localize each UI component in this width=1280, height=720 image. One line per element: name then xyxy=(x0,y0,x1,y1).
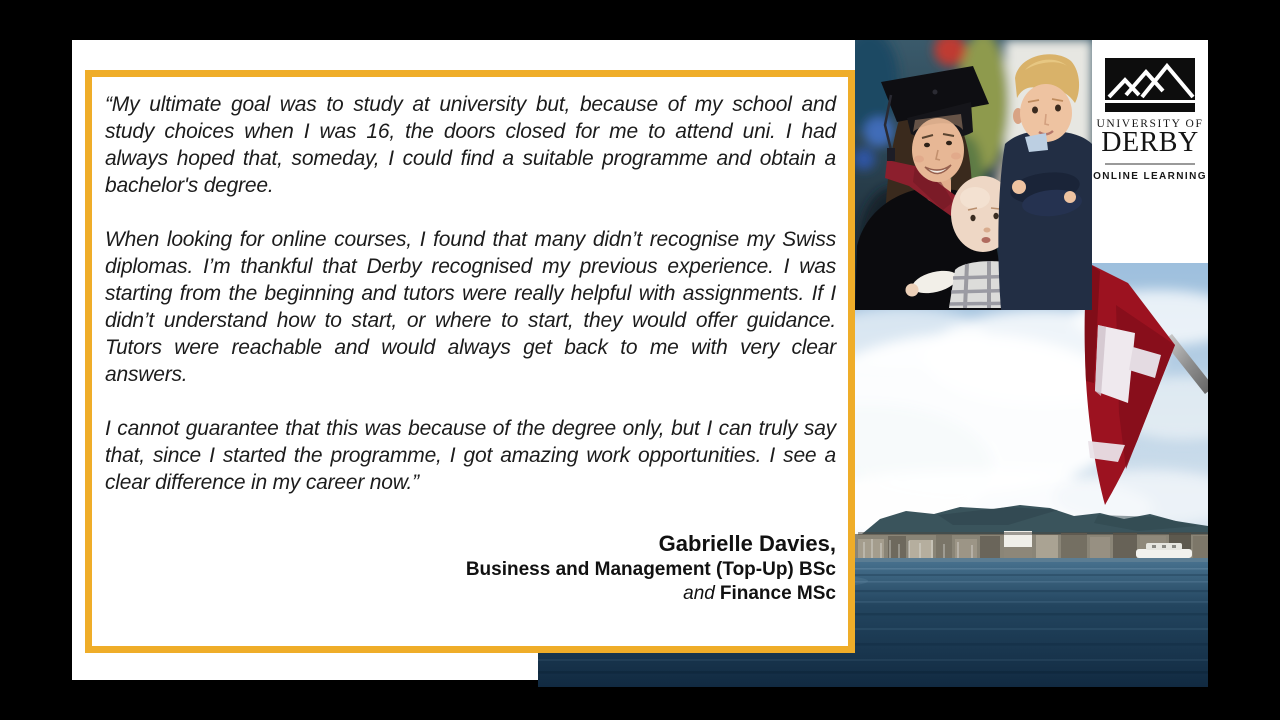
university-of-derby-logo xyxy=(1092,40,1208,263)
graduate-with-children-photo xyxy=(855,40,1092,310)
testimonial-quote-box xyxy=(85,70,855,653)
presentation-slide xyxy=(72,40,1208,680)
course-2: Finance MSc xyxy=(719,583,836,604)
attribution xyxy=(105,530,836,606)
city-shoreline xyxy=(855,531,1208,562)
quote-paragraph-1: “My ultimate goal was to study at university but, because of my school and study choices when I was 16, the doors closed for me to attend uni. I had always hoped that, someday, I could find a suitable programme and obtain a bachelor's degree. xyxy=(105,93,836,197)
student-name: Gabrielle Davies, xyxy=(658,531,836,556)
derby-mountains-icon xyxy=(1105,58,1195,112)
grad-photo-illustration xyxy=(855,40,1092,310)
logo-derby-text: DERBY xyxy=(1101,127,1199,158)
course-line-2 xyxy=(105,582,836,606)
and-word: and xyxy=(683,583,715,604)
logo-university-of-text: UNIVERSITY OF xyxy=(1096,118,1204,130)
testimonial-text xyxy=(92,77,848,606)
logo-divider xyxy=(1105,163,1195,165)
quote-paragraph-2: When looking for online courses, I found that many didn’t recognise my Swiss diplomas. I’m thankful that Derby recognised my previous experience. I was starting from the beginning and tutors were really helpful with assignments. If I didn’t understand how to start, or where to start, they would offer guidance. Tutors were reachable and would always get back to me with very clear answers. xyxy=(105,228,836,386)
course-line-1: Business and Management (Top-Up) BSc xyxy=(465,559,836,580)
quote-paragraph-3: I cannot guarantee that this was because of the degree only, but I can truly say that, since I started the programme, I got amazing work opportunities. I see a clear difference in my career now.” xyxy=(105,417,836,494)
mother-face xyxy=(912,114,964,182)
logo-online-learning-text: ONLINE LEARNING xyxy=(1093,171,1207,182)
